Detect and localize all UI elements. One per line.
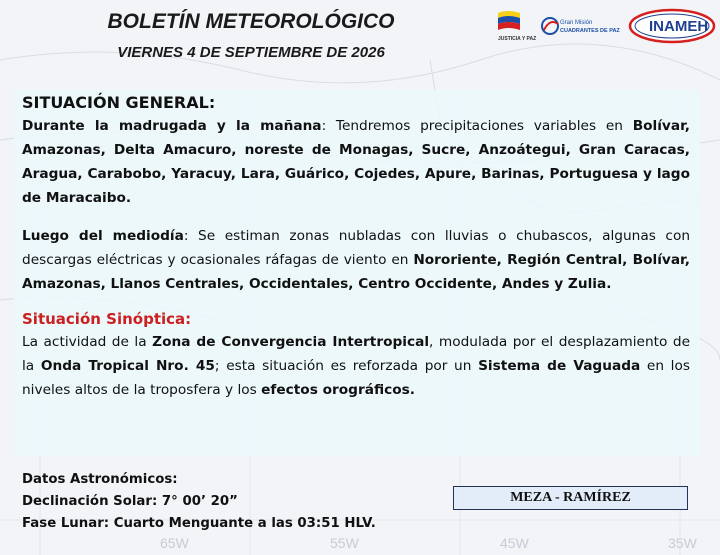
svg-text:INAMEH: INAMEH — [649, 18, 709, 35]
authors-box: MEZA - RAMÍREZ — [453, 486, 688, 510]
astro-heading: Datos Astronómicos: — [22, 472, 178, 487]
synoptic-text: La actividad de la Zona de Convergencia Intertropical, modulada por el desplazamiento de la Onda Tropical Nro. 45; esta situación es reforzada por un Sistema de Vaguada en los niveles altos de la troposfera y los efectos orográficos. — [22, 334, 690, 398]
svg-text:CUADRANTES DE PAZ: CUADRANTES DE PAZ — [560, 28, 620, 34]
map-label: 45W — [500, 535, 529, 551]
situacion-sinoptica-heading: Situación Sinóptica: — [22, 310, 192, 328]
map-label: 65W — [160, 535, 189, 551]
moon-phase: Fase Lunar: Cuarto Menguante a las 03:51 HLV. — [22, 516, 376, 531]
svg-text:JUSTICIA Y PAZ: JUSTICIA Y PAZ — [498, 36, 537, 42]
map-label: 55W — [330, 535, 359, 551]
inameh-logo — [630, 10, 714, 42]
bulletin-title: BOLETÍN METEOROLÓGICO — [107, 10, 395, 33]
astronomical-data — [22, 469, 376, 535]
solar-declination: Declinación Solar: 7° 00’ 20” — [22, 494, 238, 509]
forecast-morning: Durante la madrugada y la mañana: Tendremos precipitaciones variables en Bolívar, Amazonas, Delta Amacuro, noreste de Monagas, Sucre, Anzoátegui, Gran Caracas, Aragua, Carabobo, Yaracuy, Lara, Guárico, Cojedes, Apure, Barinas, Portuguesa y lago de Maracaibo. — [22, 118, 691, 206]
logos — [496, 8, 716, 46]
venezuela-flag-logo — [498, 11, 536, 42]
svg-text:Gran Misión: Gran Misión — [560, 20, 593, 26]
map-label: 35W — [668, 535, 697, 551]
bulletin-body — [22, 92, 690, 402]
forecast-afternoon: Luego del mediodía: Se estiman zonas nubladas con lluvias o chubascos, algunas con descargas eléctricas y ocasionales ráfagas de viento en Nororiente, Región Central, Bolívar, Amazonas, Llanos Centrales, Occidentales, Centro Occidente, Andes y Zulia. — [22, 228, 690, 292]
situacion-general-heading: SITUACIÓN GENERAL: — [22, 93, 216, 112]
bulletin-date: VIERNES 4 DE SEPTIEMBRE DE 2026 — [117, 44, 385, 61]
gran-mision-logo — [542, 18, 620, 34]
